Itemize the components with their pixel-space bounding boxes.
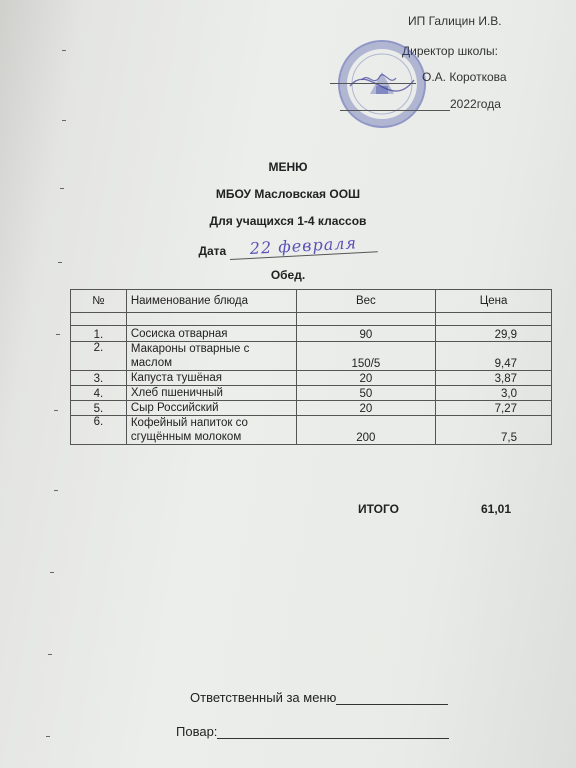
director-label: Директор школы:	[402, 44, 498, 58]
menu-title: МЕНЮ	[268, 160, 308, 174]
menu-table	[70, 289, 552, 445]
margin-dash	[62, 120, 66, 121]
date-label: Дата	[198, 244, 227, 258]
cook-row	[176, 724, 449, 739]
dish-name: Сосиска отварная	[126, 326, 296, 342]
dish-name	[126, 416, 296, 445]
margin-dash	[60, 188, 64, 189]
approval-date-row	[340, 97, 501, 111]
row-number: 2.	[71, 342, 127, 371]
margin-dash	[58, 262, 62, 263]
table-row	[71, 386, 552, 401]
responsible-line	[336, 704, 448, 705]
dish-weight: 50	[296, 386, 436, 401]
school-stamp	[338, 40, 426, 128]
table-row	[71, 326, 552, 342]
signature-name: О.А. Короткова	[422, 70, 507, 84]
margin-dash	[56, 334, 60, 335]
school-name: МБОУ Масловская ООШ	[215, 187, 361, 201]
approval-date-line	[340, 110, 450, 111]
margin-dash	[54, 410, 58, 411]
dish-price: 29,9	[436, 326, 552, 342]
dish-name-line2: сгущённым молоком	[130, 431, 242, 443]
dish-name	[126, 342, 296, 371]
ip-name: ИП Галицин И.В.	[408, 14, 502, 28]
dish-name: Капуста тушёная	[126, 371, 296, 386]
approval-year: 2022года	[450, 97, 501, 111]
signature-line	[330, 83, 416, 84]
dish-price: 9,47	[436, 342, 552, 371]
dish-price: 3,87	[436, 371, 552, 386]
date-row	[0, 233, 576, 260]
row-number: 5.	[71, 401, 127, 416]
responsible-row	[190, 690, 448, 705]
row-number: 1.	[71, 326, 127, 342]
handwritten-date: 22 февраля	[229, 232, 378, 260]
margin-dash	[48, 654, 52, 655]
table-row	[71, 342, 552, 371]
dish-weight: 150/5	[296, 342, 436, 371]
cook-label: Повар:	[176, 724, 218, 739]
dish-weight: 20	[296, 371, 436, 386]
dish-price: 3,0	[436, 386, 552, 401]
responsible-label: Ответственный за меню	[190, 690, 337, 705]
dish-name-line2: маслом	[130, 357, 173, 369]
margin-dash	[54, 490, 58, 491]
cook-line	[217, 738, 449, 739]
signature-row	[330, 70, 530, 84]
audience: Для учащихся 1-4 классов	[209, 214, 367, 228]
dish-weight: 200	[296, 416, 436, 445]
table-spacer-row	[71, 313, 552, 326]
table-row	[71, 416, 552, 445]
header-price: Цена	[436, 290, 552, 313]
dish-name: Сыр Российский	[126, 401, 296, 416]
dish-name: Хлеб пшеничный	[126, 386, 296, 401]
header-dish-name: Наименование блюда	[126, 290, 296, 313]
dish-price: 7,5	[436, 416, 552, 445]
meal-title: Обед.	[270, 268, 306, 282]
row-number: 4.	[71, 386, 127, 401]
table-row	[71, 371, 552, 386]
total-value: 61,01	[481, 502, 512, 516]
total-label: ИТОГО	[358, 502, 399, 516]
dish-price: 7,27	[436, 401, 552, 416]
row-number: 3.	[71, 371, 127, 386]
dish-name-line1: Макароны отварные с	[130, 343, 250, 355]
dish-weight: 20	[296, 401, 436, 416]
margin-dash	[50, 572, 54, 573]
table-row	[71, 401, 552, 416]
margin-dash	[62, 50, 66, 51]
header-number: №	[71, 290, 127, 313]
dish-weight: 90	[296, 326, 436, 342]
margin-dash	[46, 736, 50, 737]
stamp-emblem-icon	[340, 42, 424, 126]
row-number: 6.	[71, 416, 127, 445]
table-header-row	[71, 290, 552, 313]
header-weight: Вес	[296, 290, 436, 313]
dish-name-line1: Кофейный напиток со	[130, 417, 248, 429]
